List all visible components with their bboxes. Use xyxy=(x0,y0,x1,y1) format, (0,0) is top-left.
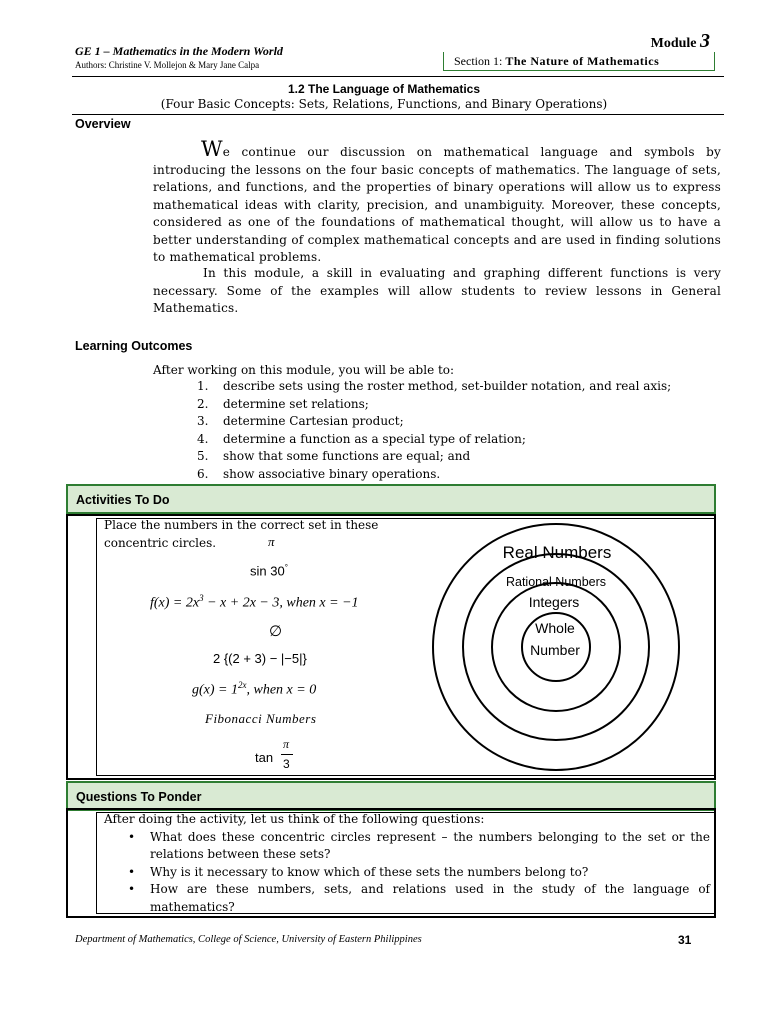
item-fibonacci: Fibonacci Numbers xyxy=(205,711,317,726)
questions-intro: After doing the activity, let us think of the following questions: xyxy=(104,812,485,826)
section-label: Section 1: xyxy=(454,54,503,68)
list-item: 6. show associative binary operations. xyxy=(197,466,441,481)
bullet-icon: • xyxy=(128,882,136,896)
item-sin30: sin 30° xyxy=(250,563,288,579)
fraction-bar xyxy=(281,754,293,755)
label-integers: Integers xyxy=(528,594,580,610)
activities-heading: Activities To Do xyxy=(66,484,716,514)
course-title: GE 1 – Mathematics in the Modern World xyxy=(75,44,283,58)
page-subtitle: (Four Basic Concepts: Sets, Relations, Functions, and Binary Operations) xyxy=(160,97,608,111)
learning-outcomes-intro: After working on this module, you will be able to: xyxy=(153,363,455,377)
bullet-icon: • xyxy=(128,864,136,879)
item-gx: $g(x) = 1^{2x}$, when x = 0 xyxy=(192,680,317,698)
bullet-icon: • xyxy=(128,829,136,844)
questions-list xyxy=(104,829,710,917)
label-whole: Whole xyxy=(535,620,575,636)
list-item: • How are these numbers, sets, and relations used in the study of the language of mathematics? xyxy=(128,882,710,914)
module-number: 3 xyxy=(700,30,710,52)
list-item: 5. show that some functions are equal; and xyxy=(197,449,471,464)
header-rule xyxy=(72,76,724,77)
item-tan-label: tan xyxy=(255,750,274,765)
overview-text-1: e continue our discussion on mathematical language and symbols by introducing the lessons on the four basic concepts of mathematics. The language of sets, relations, and functions, and the properties of binary operations will allow us to express mathematical ideas with clarity, precision, and unambiguity. Moreover, these concepts, considered as one of the foundations of mathematical thought, will allow us to have a better understanding of complex mathematical concepts and are used in finding solutions to mathematical problems. xyxy=(153,145,721,264)
item-pi: π xyxy=(268,534,275,549)
title-rule xyxy=(72,114,724,115)
overview-heading: Overview xyxy=(75,117,131,131)
label-rational-numbers: Rational Numbers xyxy=(505,575,607,589)
list-item: 1. describe sets using the roster method, set-builder notation, and real axis; xyxy=(197,379,672,393)
drop-cap: W xyxy=(201,137,223,161)
overview-paragraph-2: In this module, a skill in evaluating and graphing different functions is very necessary. Some of the examples will allow students to review lessons in General Mathematics. xyxy=(153,266,721,315)
list-item: 2. determine set relations; xyxy=(197,396,369,411)
page-number: 31 xyxy=(678,933,692,947)
section-box xyxy=(443,52,715,71)
item-fx: $f(x) = 2x^3 - x + 2x - 3$, when x = −1 xyxy=(150,593,359,611)
footer-department: Department of Mathematics, College of Science, University of Eastern Philippines xyxy=(75,934,422,945)
module-label xyxy=(651,30,710,53)
label-number: Number xyxy=(530,642,580,658)
questions-content xyxy=(104,811,710,916)
item-tan-numerator: π xyxy=(283,737,290,751)
list-item: 4. determine a function as a special type of relation; xyxy=(197,431,526,446)
list-item: • What does these concentric circles represent – the numbers belonging to the set or the relations between these sets? xyxy=(128,829,710,861)
authors-line: Authors: Christine V. Mollejon & Mary Jane Calpa xyxy=(75,60,260,70)
learning-outcomes-heading: Learning Outcomes xyxy=(75,339,193,353)
item-tan-denominator: 3 xyxy=(283,757,290,771)
item-empty-set: ∅ xyxy=(269,624,283,640)
questions-heading: Questions To Ponder xyxy=(66,781,716,811)
overview-paragraph-1 xyxy=(153,137,721,267)
learning-outcomes-list xyxy=(197,378,671,484)
page-title: 1.2 The Language of Mathematics xyxy=(287,82,481,96)
item-expression: 2 {(2 + 3) − |−5|} xyxy=(213,651,307,666)
label-real-numbers: Real Numbers xyxy=(502,543,612,562)
module-word: Module xyxy=(650,36,697,51)
list-item: • Why is it necessary to know which of these sets the numbers belong to? xyxy=(104,864,710,882)
concentric-circles-diagram xyxy=(430,520,710,776)
list-item: 3. determine Cartesian product; xyxy=(197,414,404,429)
activity-instruction: Place the numbers in the correct set in these concentric circles. xyxy=(104,518,379,550)
section-title: The Nature of Mathematics xyxy=(505,54,660,68)
